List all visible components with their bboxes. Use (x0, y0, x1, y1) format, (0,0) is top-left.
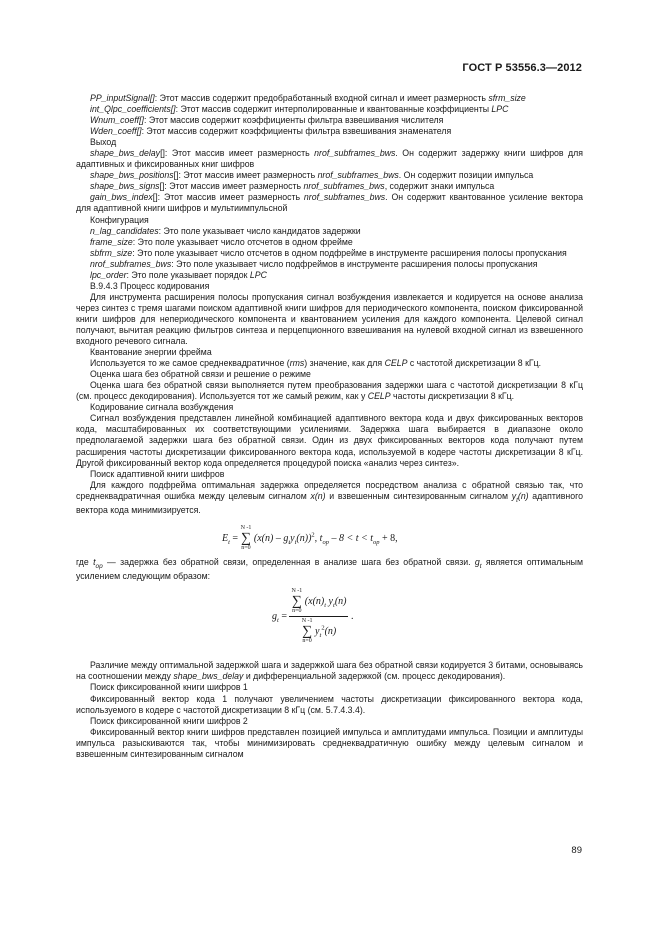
config-line-2: frame_size: Это поле указывает число отсчетов в одном фрейме (90, 236, 353, 247)
paragraph-excitation: Сигнал возбуждения представлен линейной комбинацией адаптивного вектора кода и двух фиксированных векторов кода, масштабированных их соответствующими усилениями. Задержка шага выбирается в диапазоне около предполагаемой задержки шага без обратной связи. Один из двух фиксированных векторов кода получают путем расширения частоты дискретизации фиксированного вектора кода, используемой в кодере частоты дискретизации 8 кГц. Другой фиксированный вектор кода определяется процедурой поиска «анализ через синтез». (76, 413, 583, 468)
paragraph-intro: Для инструмента расширения полосы пропускания сигнал возбуждения извлекается и кодируется на основе анализа через синтез с тремя шагами поиском адаптивной книги шифров для периодического компонента, поиском фиксированной книги шифров для непериодического компонента и квантованием усиления для каждого компонента. Целевой сигнал получают, вычитая реакцию фильтров синтеза и перцепционного взвешивания на нулевой входной сигнал из взвешенного входного речевого сигнала. (76, 291, 583, 347)
input-line-1: PP_inputSignal[]: Этот массив содержит предобработанный входной сигнал и имеет размерность sfrm_size (90, 93, 526, 103)
input-line-4: Wden_coeff[]: Этот массив содержит коэффициенты фильтра взвешивания знаменателя (90, 126, 452, 137)
config-line-5: lpc_order: Это поле указывает порядок LPC (90, 269, 267, 280)
output-line-3: shape_bws_signs[]: Этот массив имеет размерность nrof_subframes_bws, содержит знаки импульса (90, 181, 495, 192)
subheading-fixed-1: Поиск фиксированной книги шифров 1 (90, 682, 248, 693)
paragraph-adaptive: Для каждого подфрейма оптимальная задержка определяется посредством анализа с обратной связью так, что среднеквадратичная ошибка между целевым сигналом x(n) и взвешенным синтезированным сигналом $y_t(n)$ адаптивного вектора кода минимизируется. (76, 479, 583, 516)
paragraph-rms: Используется то же самое среднеквадратичное (rms) значение, как для CELP с частотой дискретизации 8 кГц. (90, 358, 542, 369)
subheading-excitation: Кодирование сигнала возбуждения (90, 402, 234, 413)
paragraph-fixed-1: Фиксированный вектор кода 1 получают увеличением частоты дискретизации фиксированного вектора кода, используемого в кодере с частотой дискретизации 8 кГц (см. 5.7.4.3.4). (76, 693, 583, 715)
paragraph-delay-coding: Различие между оптимальной задержкой шага и задержкой шага без обратной связи кодируется 3 битами, основываясь на соотношении между shape_bws_delay и дифференциальной задержкой (см. процесс декодирования). (76, 660, 583, 682)
subheading-adaptive: Поиск адаптивной книги шифров (90, 468, 225, 479)
output-line-4: gain_bws_index[]: Этот массив имеет размерность nrof_subframes_bws. Он содержит квантованное усиление вектора для адаптивной книги шифров и мультиимпульсной (76, 192, 583, 214)
output-heading: Выход (90, 137, 117, 148)
subheading-pitch: Оценка шага без обратной связи и решение о режиме (90, 369, 311, 380)
input-line-3: Wnum_coeff[]: Этот массив содержит коэффициенты фильтра взвешивания числителя (90, 115, 444, 126)
page-number: 89 (571, 845, 582, 856)
page-body (76, 93, 583, 760)
config-heading: Конфигурация (90, 214, 149, 225)
subheading-frame-energy: Квантование энергии фрейма (90, 347, 212, 358)
subheading-fixed-2: Поиск фиксированной книги шифров 2 (90, 715, 248, 726)
sum-symbol: N -1 ∑ n=0 (240, 524, 252, 551)
paragraph-pitch: Оценка шага без обратной связи выполняется путем преобразования задержки шага с частотой дискретизации 8 кГц (см. процесс декодирования). Используется тот же самый режим, как у CELP частоты дискретизации 8 кГц. (76, 380, 583, 402)
input-line-2: int_Qlpc_coefficients[]: Этот массив содержит интерполированные и квантованные коэффициенты LPC (90, 104, 509, 115)
paragraph-fixed-2: Фиксированный вектор книги шифров представлен позицией импульса и амплитудами импульса. Позиции и амплитуды импульса разыскиваются так, чтобы минимизировать среднеквадратичную ошибку между целевым сигналом и взвешенным синтезированным сигналом (76, 726, 583, 759)
gain-fraction: N -1 ∑ n=0 ($x(n)_t$ $y_t(n)$ N -1 ∑ n=0 $y_t^2(n)$ (291, 588, 347, 645)
output-line-2: shape_bws_positions[]: Этот массив имеет размерность nrof_subframes_bws. Он содержит позиции импульса (90, 170, 534, 181)
config-line-1: n_lag_candidates: Это поле указывает число кандидатов задержки (90, 225, 361, 236)
config-line-4: nrof_subframes_bws: Это поле указывает число подфреймов в инструменте расширения полосы пропускания (90, 258, 538, 269)
output-line-1: shape_bws_delay[]: Этот массив имеет размерность nrof_subframes_bws. Он содержит задержку книги шифров для адаптивных и фиксированных книг шифров (76, 148, 583, 170)
equation-error: $E_t$ = N -1 ∑ n=0 $(x(n) - g_ty_t(n))^2$, $t_{op} - 8 < t < t_{op} + 8$, (222, 524, 398, 551)
paragraph-tau: где $t_{op}$ — задержка без обратной связи, определенная в анализе шага без обратной связи. $g_t$ является оптимальным усилением следующим образом: (76, 556, 583, 582)
config-line-3: sbfrm_size: Это поле указывает число отсчетов в одном подфрейме в инструменте расширения полосы пропускания (90, 247, 567, 258)
equation-gain: $g_t$ = N -1 ∑ n=0 ($x(n)_t$ $y_t(n)$ N -1 ∑ n=0 $y_t^2(n)$ . (272, 588, 354, 645)
document-header: ГОСТ Р 53556.3—2012 (462, 62, 582, 74)
section-heading: В.9.4.3 Процесс кодирования (90, 280, 210, 291)
